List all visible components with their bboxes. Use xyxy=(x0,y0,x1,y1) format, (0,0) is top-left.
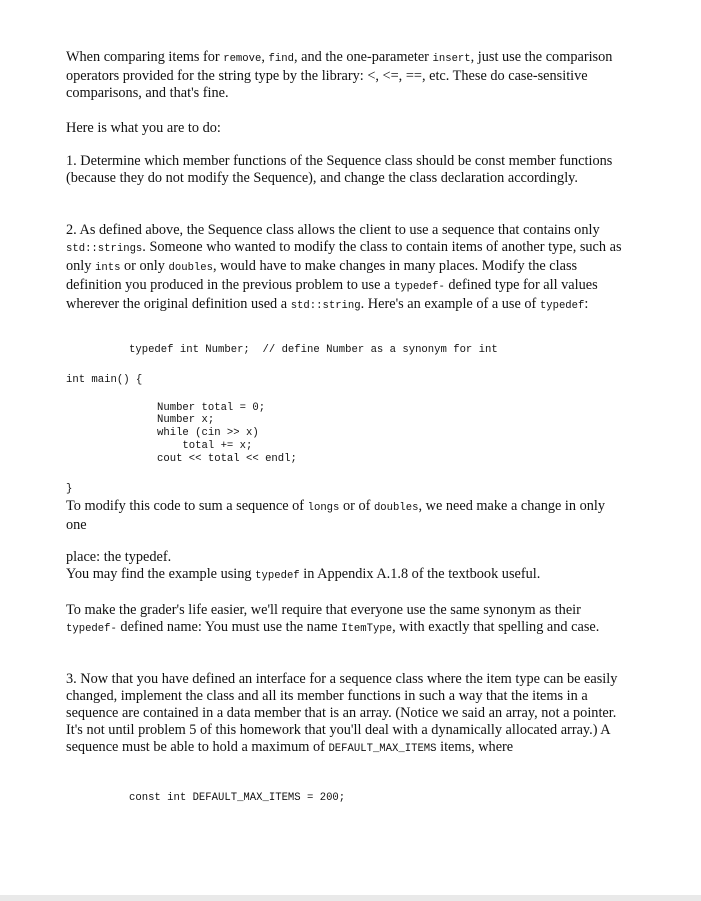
code-line-main-close: } xyxy=(66,483,73,495)
text: : xyxy=(584,296,589,312)
text: You may find the example using xyxy=(66,566,256,582)
paragraph-step-2 xyxy=(66,222,626,315)
text: in Appendix A.1.8 of the textbook useful. xyxy=(299,566,541,582)
paragraph-step-1: 1. Determine which member functions of the Sequence class should be const member functions (because they do not modify the Sequence), and change the class declaration accordingly. xyxy=(66,153,613,186)
code-line-default-max-items: const int DEFAULT_MAX_ITEMS = 200; xyxy=(129,792,346,804)
code-remove: remove xyxy=(223,53,262,65)
text: 2. As defined above, the Sequence class allows the client to use a sequence that contains only xyxy=(66,222,600,238)
code-insert: insert xyxy=(432,53,471,65)
code-line: Number x; xyxy=(157,414,215,426)
code-find: find xyxy=(268,53,294,65)
text: 3. Now that you have defined an interface for a sequence class where the item type can be easily changed, implement the class and all its member functions in such a way that the items in a sequence are contained in a data member that is an array. (Notice we said an array, not a pointer. It's not until problem 5 of this homework that you'll deal with a dynamically allocated array.) A sequence must be able to hold a maximum of xyxy=(66,671,618,755)
paragraph-modify-code xyxy=(66,498,626,534)
code-line-typedef: typedef int Number; // define Number as a synonym for int xyxy=(129,344,498,356)
paragraph-itemtype-requirement xyxy=(66,602,626,638)
text: or of xyxy=(339,498,374,514)
text: When comparing items for xyxy=(66,49,224,65)
paragraph-step-3 xyxy=(66,671,626,758)
code-typedef-dash: typedef- xyxy=(393,281,445,293)
text: , xyxy=(261,49,269,65)
text: place: the typedef. xyxy=(66,549,172,565)
text: items, where xyxy=(436,739,514,755)
code-typedef: typedef xyxy=(255,570,300,582)
text: . Here's an example of a use of xyxy=(360,296,540,312)
text: To modify this code to sum a sequence of xyxy=(66,498,308,514)
code-line-main-open: int main() { xyxy=(66,374,143,386)
text: . Someone who wanted to modify the class to contain items of another type, such as only xyxy=(66,239,622,274)
code-std-string: std::string xyxy=(290,300,361,312)
text: , with exactly that spelling and case. xyxy=(392,619,600,635)
code-std-strings: std::strings xyxy=(66,243,143,255)
code-typedef-dash: typedef- xyxy=(66,623,117,635)
code-ints: ints xyxy=(95,262,121,274)
text: , would have to make changes in many places. Modify the class definition you produced in the previous problem to use a xyxy=(66,258,578,293)
code-default-max-items: DEFAULT_MAX_ITEMS xyxy=(328,743,437,755)
paragraph-comparison-note xyxy=(66,49,626,102)
code-doubles: doubles xyxy=(373,502,419,514)
code-line: Number total = 0; xyxy=(157,402,266,414)
text: , and the one-parameter xyxy=(293,49,433,65)
bottom-bar xyxy=(0,895,701,901)
text: , we need make a change in only one xyxy=(66,498,606,533)
text: defined name: You must use the name xyxy=(116,619,342,635)
paragraph-typedef-place xyxy=(66,549,626,585)
code-typedef: typedef xyxy=(539,300,585,312)
code-longs: longs xyxy=(307,502,340,514)
code-line: total += x; xyxy=(157,440,253,452)
paragraph-instructions-heading: Here is what you are to do: xyxy=(66,120,221,136)
code-line: cout << total << endl; xyxy=(157,453,297,465)
text: defined type for all values wherever the original definition used a xyxy=(66,277,598,312)
text: To make the grader's life easier, we'll require that everyone use the same synonym as their xyxy=(66,602,581,618)
text: or only xyxy=(120,258,169,274)
code-doubles: doubles xyxy=(168,262,214,274)
code-itemtype: ItemType xyxy=(341,623,393,635)
text: , just use the comparison operators provided for the string type by the library: <, <=, ==, etc. These do case-sensitive comparisons, and that's fine. xyxy=(66,49,613,101)
code-line: while (cin >> x) xyxy=(157,427,259,439)
